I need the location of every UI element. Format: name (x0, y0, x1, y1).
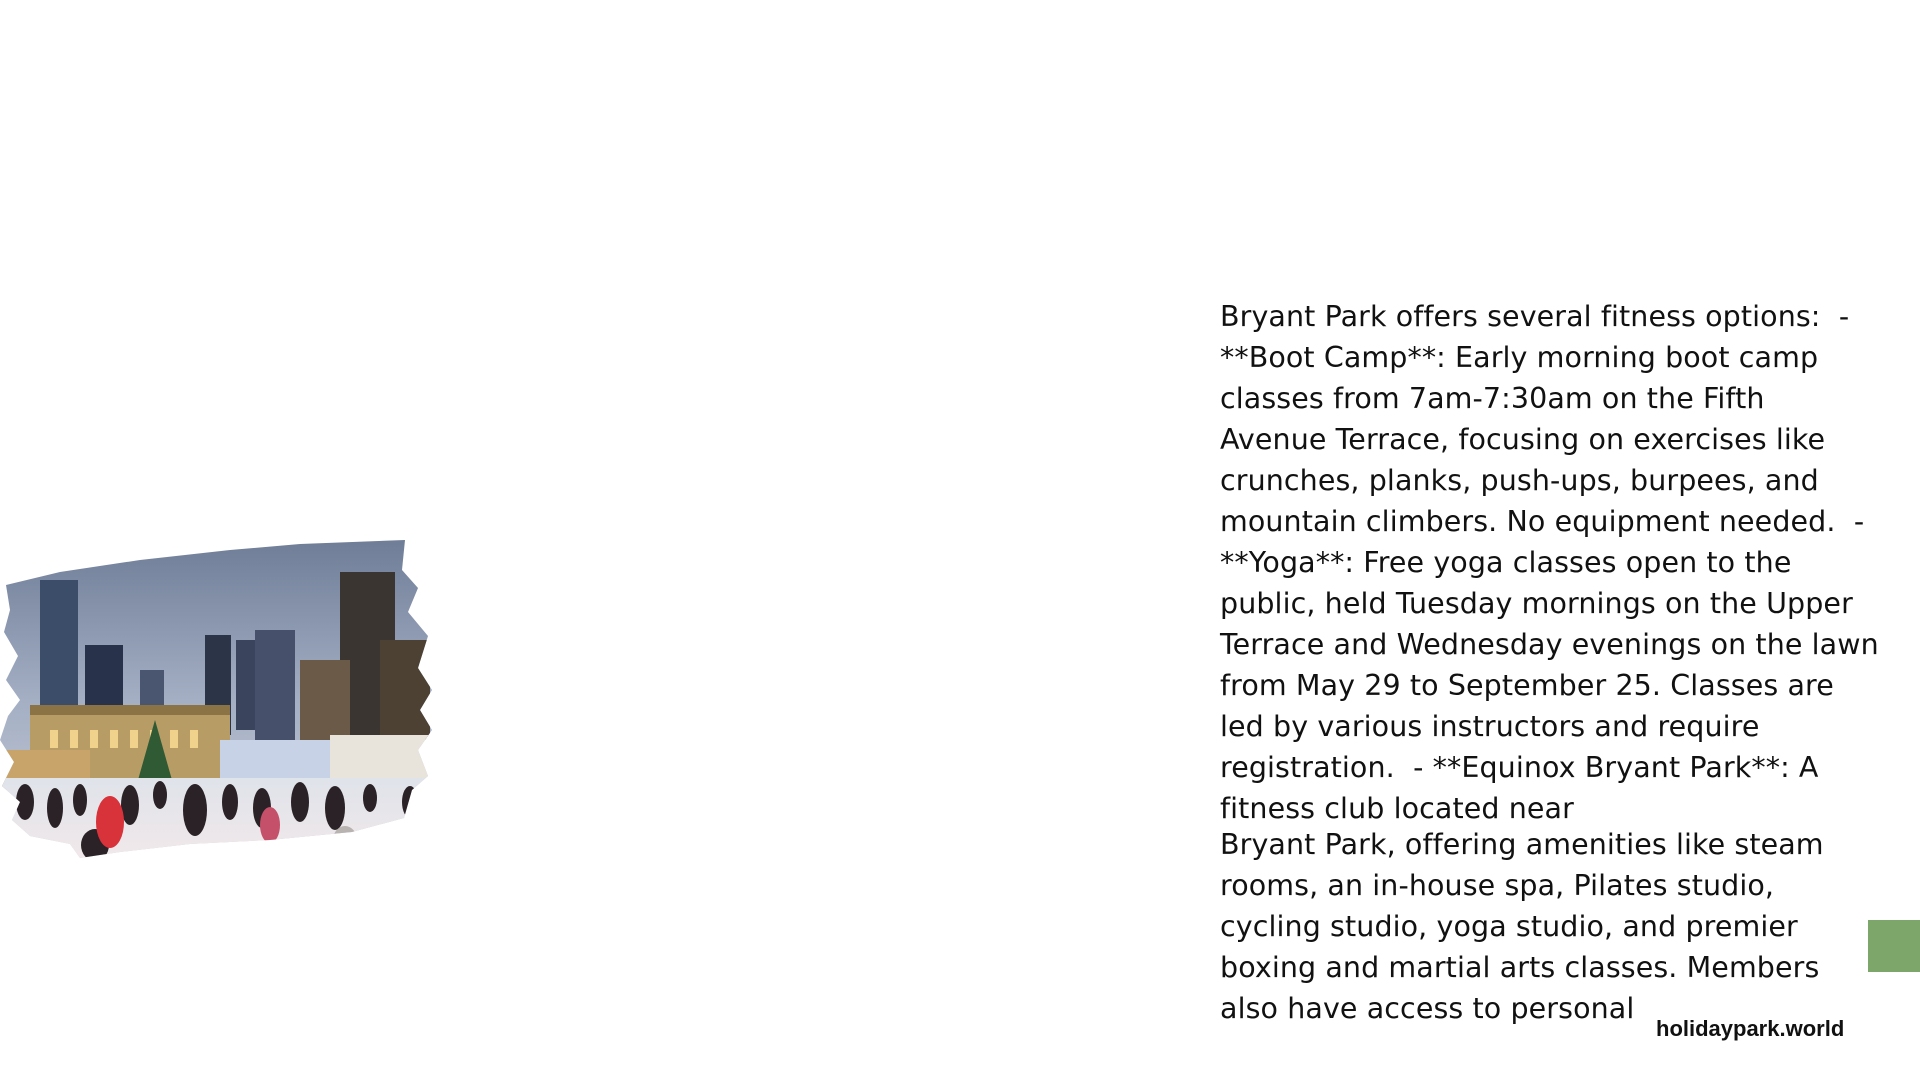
description-paragraph-part-2: Bryant Park, offering amenities like steam rooms, an in-house spa, Pilates studio, cycling studio, yoga studio, and premier boxing and martial arts classes. Members also have access to personal (1220, 828, 1833, 1025)
site-watermark: holidaypark.world (1656, 1016, 1845, 1041)
ice-rink-photo (0, 540, 435, 862)
description-paragraph-part-1: Bryant Park offers several fitness options: - **Boot Camp**: Early morning boot camp classes from 7am-7:30am on the Fifth Avenue Terrace, focusing on exercises like crunches, planks, push-ups, burpees, and mountain climbers. No equipment needed. - **Yoga**: Free yoga classes open to the public, held Tuesday mornings on the Upper Terrace and Wednesday evenings on the lawn from May 29 to September 25. Classes are led by various instructors and require registration. - **Equinox Bryant Park**: A fitness club located near (1220, 300, 1888, 825)
accent-square (1868, 920, 1920, 972)
fitness-description (1220, 296, 1888, 1029)
ice-rink-illustration (0, 540, 435, 862)
